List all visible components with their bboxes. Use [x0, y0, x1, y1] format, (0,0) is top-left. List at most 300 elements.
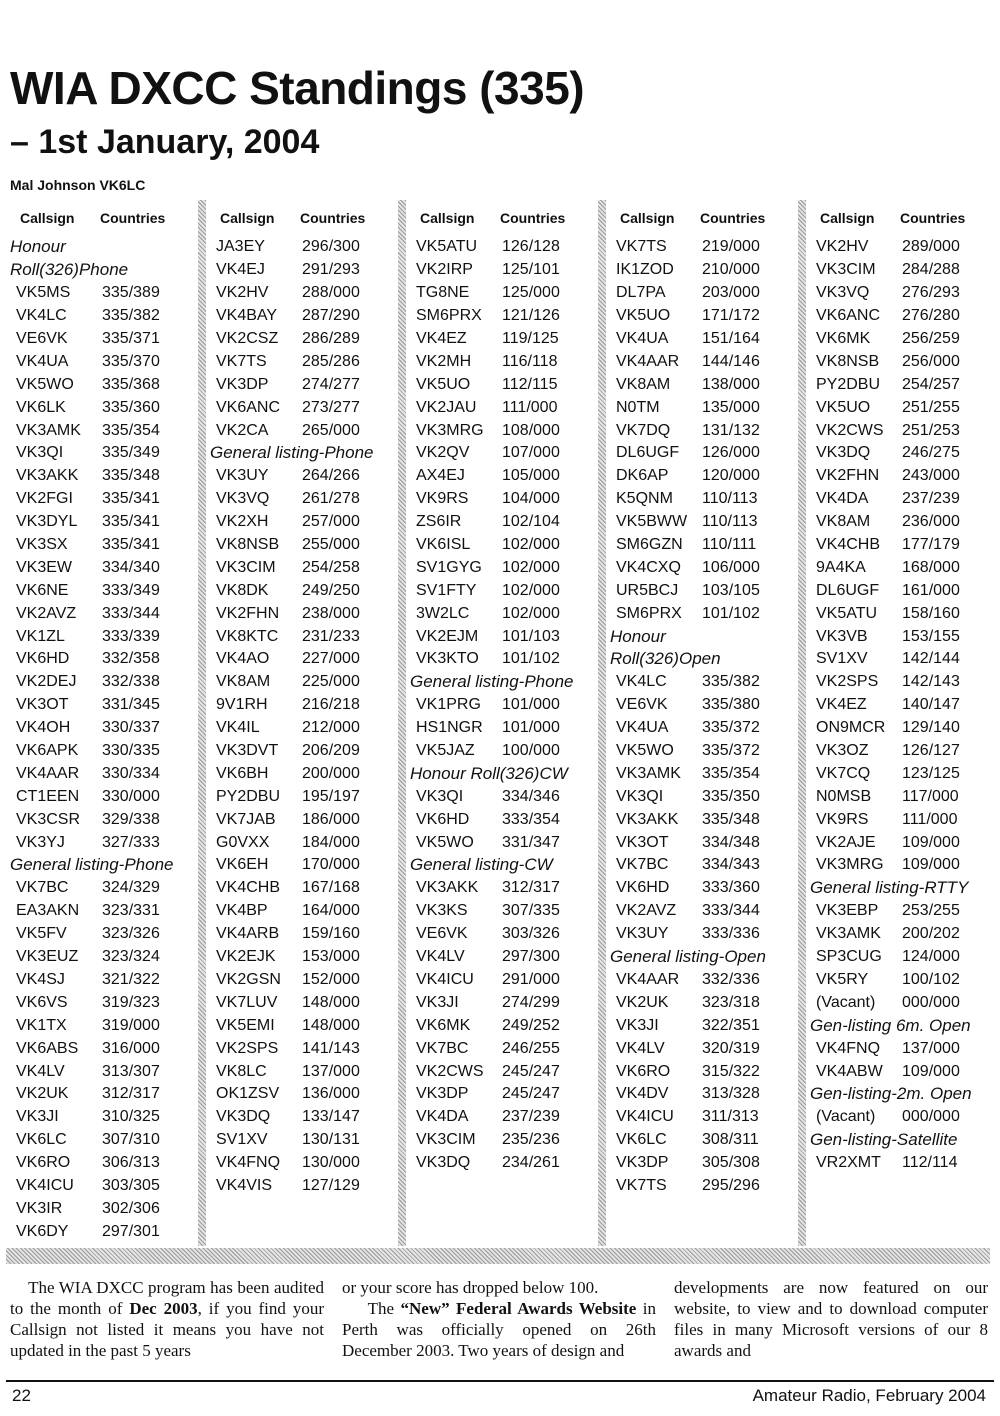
table-row [606, 511, 796, 534]
callsign-cell: SP3CUG [816, 948, 882, 966]
callsign-cell: SV1GYG [416, 558, 482, 576]
countries-cell: 249/252 [502, 1016, 560, 1034]
table-row [206, 511, 396, 534]
callsign-cell: VK5ATU [416, 238, 478, 256]
table-row [606, 1014, 796, 1037]
callsign-cell: VK2QV [416, 444, 470, 462]
table-row [806, 831, 996, 854]
table-row [6, 465, 196, 488]
table-row [806, 717, 996, 740]
callsign-header: Callsign [420, 210, 475, 226]
countries-cell: 148/000 [302, 1016, 360, 1034]
countries-cell: 102/104 [502, 513, 560, 531]
callsign-cell: VK4ARB [216, 925, 280, 943]
countries-cell: 137/000 [902, 1039, 960, 1057]
column-separator [198, 200, 206, 1246]
table-row [606, 556, 796, 579]
callsign-cell: VK4LC [616, 673, 667, 691]
table-row [206, 648, 396, 671]
countries-cell: 313/307 [102, 1062, 160, 1080]
callsign-cell: N0MSB [816, 787, 872, 805]
table-row [206, 396, 396, 419]
callsign-cell: VK2IRP [416, 261, 473, 279]
callsign-cell: 9A4KA [816, 558, 866, 576]
countries-cell: 335/382 [702, 673, 760, 691]
table-row [6, 1083, 196, 1106]
callsign-cell: VK4VIS [216, 1176, 273, 1194]
countries-cell: 331/345 [102, 696, 160, 714]
countries-cell: 311/313 [702, 1108, 759, 1126]
table-row [206, 923, 396, 946]
table-row [6, 373, 196, 396]
callsign-cell: VK5MS [16, 284, 71, 302]
table-row [206, 259, 396, 282]
callsign-cell: VK7TS [616, 238, 667, 256]
countries-cell: 109/000 [902, 856, 960, 874]
table-row [806, 282, 996, 305]
table-row [206, 1037, 396, 1060]
table-row [406, 969, 596, 992]
table-row [606, 259, 796, 282]
callsign-cell: VK2GSN [216, 970, 281, 988]
table-row [206, 1106, 396, 1129]
table-row [806, 465, 996, 488]
countries-cell: 231/233 [302, 627, 360, 645]
countries-cell: 332/338 [102, 673, 160, 691]
page-title: WIA DXCC Standings (335) [10, 62, 585, 114]
countries-cell: 000/000 [902, 1108, 960, 1126]
table-row [806, 556, 996, 579]
callsign-cell: VK5JAZ [416, 742, 475, 760]
countries-cell: 335/360 [102, 398, 160, 416]
callsign-cell: DL7PA [616, 284, 666, 302]
table-row [6, 534, 196, 557]
countries-cell: 237/239 [502, 1108, 560, 1126]
callsign-cell: VK3OT [616, 833, 669, 851]
countries-cell: 159/160 [302, 925, 360, 943]
callsign-cell: VK5WO [616, 742, 674, 760]
countries-cell: 310/325 [102, 1108, 160, 1126]
section-heading: General listing-Phone [10, 855, 174, 875]
table-row [406, 923, 596, 946]
table-row [806, 305, 996, 328]
column-separator [798, 200, 806, 1246]
countries-cell: 100/000 [502, 742, 560, 760]
table-row [606, 717, 796, 740]
countries-cell: 276/280 [902, 307, 960, 325]
countries-cell: 254/258 [302, 558, 360, 576]
callsign-cell: VK3JI [16, 1108, 59, 1126]
table-row [206, 488, 396, 511]
table-row [206, 831, 396, 854]
countries-cell: 144/146 [702, 352, 760, 370]
table-row [406, 602, 596, 625]
callsign-cell: VK3VQ [816, 284, 870, 302]
callsign-cell: VK4LC [16, 307, 67, 325]
callsign-cell: VK3QI [616, 787, 664, 805]
table-row [206, 328, 396, 351]
table-row [806, 1037, 996, 1060]
table-row [6, 556, 196, 579]
table-row [406, 465, 596, 488]
callsign-cell: VK3KTO [416, 650, 479, 668]
column-header [806, 200, 996, 236]
table-row [6, 625, 196, 648]
body-paragraph: The WIA DXCC program has been audited to the month of Dec 2003, if you find your Callsign not listed it means you have not updated in the past 5 years [10, 1278, 325, 1360]
countries-cell: 121/126 [502, 307, 560, 325]
standings-table [6, 200, 996, 1246]
callsign-cell: VK7TS [616, 1176, 667, 1194]
column-header [606, 200, 796, 236]
table-row [406, 1037, 596, 1060]
table-row [606, 419, 796, 442]
table-row [6, 396, 196, 419]
countries-cell: 245/247 [502, 1085, 560, 1103]
table-row [606, 602, 796, 625]
callsign-cell: VK5EMI [216, 1016, 275, 1034]
table-row [806, 923, 996, 946]
callsign-cell: VK6HD [416, 810, 470, 828]
callsign-cell: VK2XH [216, 513, 269, 531]
countries-cell: 333/360 [702, 879, 760, 897]
countries-cell: 125/000 [502, 284, 560, 302]
section-heading: Honour [10, 237, 66, 257]
callsign-cell: VK2AVZ [16, 604, 77, 622]
table-row [806, 648, 996, 671]
table-row [206, 808, 396, 831]
callsign-cell: VK1ZL [16, 627, 65, 645]
table-row [406, 694, 596, 717]
table-row [806, 785, 996, 808]
countries-cell: 177/179 [902, 536, 960, 554]
table-row [6, 671, 196, 694]
countries-cell: 102/000 [502, 558, 560, 576]
table-row [606, 854, 796, 877]
countries-cell: 140/147 [902, 696, 960, 714]
countries-cell: 153/155 [902, 627, 960, 645]
table-row [606, 808, 796, 831]
callsign-cell: TG8NE [416, 284, 470, 302]
countries-cell: 184/000 [302, 833, 360, 851]
table-row [206, 1175, 396, 1198]
callsign-cell: VK3DVT [216, 742, 279, 760]
countries-cell: 110/111 [702, 536, 757, 554]
table-row [406, 877, 596, 900]
table-row [406, 534, 596, 557]
countries-cell: 124/000 [902, 948, 960, 966]
table-row [606, 465, 796, 488]
callsign-cell: VK4EJ [216, 261, 265, 279]
body-column-1 [10, 1277, 324, 1361]
table-row [206, 717, 396, 740]
countries-cell: 284/288 [902, 261, 960, 279]
countries-cell: 276/293 [902, 284, 960, 302]
countries-cell: 112/115 [502, 375, 558, 393]
callsign-cell: VE6VK [16, 330, 68, 347]
countries-cell: 130/000 [302, 1154, 360, 1172]
countries-cell: 335/380 [702, 696, 760, 714]
countries-cell: 330/000 [102, 787, 160, 805]
countries-cell: 161/000 [902, 581, 960, 599]
countries-cell: 265/000 [302, 421, 360, 439]
countries-cell: 256/259 [902, 330, 960, 347]
table-row [606, 1106, 796, 1129]
countries-cell: 312/317 [102, 1085, 160, 1103]
section-heading: General listing-RTTY [810, 878, 969, 898]
table-row [6, 762, 196, 785]
table-row [406, 717, 596, 740]
countries-cell: 334/346 [502, 787, 560, 805]
callsign-cell: VK1PRG [416, 696, 481, 714]
callsign-cell: VK1TX [16, 1016, 67, 1034]
body-paragraph: The “New” Federal Awards Website in Perth was officially opened on 26th December 2003. Two years of design and [342, 1299, 656, 1360]
column-header [206, 200, 396, 236]
callsign-cell: VK4EZ [816, 696, 867, 714]
standings-column [806, 200, 996, 1246]
table-row [406, 556, 596, 579]
callsign-cell: VK4UA [616, 330, 669, 347]
table-row [406, 1129, 596, 1152]
countries-cell: 101/103 [502, 627, 560, 645]
countries-cell: 285/286 [302, 352, 360, 370]
callsign-cell: VK4LV [616, 1039, 665, 1057]
callsign-cell: VK8AM [816, 513, 871, 531]
callsign-header: Callsign [820, 210, 875, 226]
table-row [6, 1175, 196, 1198]
countries-cell: 106/000 [702, 558, 760, 576]
table-row [606, 534, 796, 557]
table-row [206, 1060, 396, 1083]
countries-cell: 110/113 [702, 513, 758, 531]
countries-cell: 335/354 [702, 764, 760, 782]
countries-cell: 203/000 [702, 284, 760, 302]
table-row [406, 831, 596, 854]
table-row [606, 785, 796, 808]
countries-cell: 332/336 [702, 970, 760, 988]
countries-cell: 330/334 [102, 764, 160, 782]
countries-cell: 289/000 [902, 238, 960, 256]
countries-cell: 245/247 [502, 1062, 560, 1080]
callsign-cell: ON9MCR [816, 719, 886, 737]
table-row [806, 350, 996, 373]
countries-cell: 286/289 [302, 330, 360, 347]
callsign-cell: VK2CWS [816, 421, 884, 439]
table-row [6, 991, 196, 1014]
countries-cell: 235/236 [502, 1131, 560, 1149]
callsign-cell: VK6HD [16, 650, 70, 668]
section-heading: Roll(326)Phone [10, 260, 129, 280]
table-row [606, 877, 796, 900]
table-row [206, 1129, 396, 1152]
table-row [206, 969, 396, 992]
table-row [406, 373, 596, 396]
table-row [806, 419, 996, 442]
callsign-cell: VK3AMK [16, 421, 81, 439]
callsign-cell: VK8DK [216, 581, 269, 599]
countries-cell: 316/000 [102, 1039, 160, 1057]
section-heading: Gen-listing-Satellite [810, 1130, 958, 1150]
countries-cell: 170/000 [302, 856, 360, 874]
table-row [206, 305, 396, 328]
callsign-cell: VK2AJE [816, 833, 876, 851]
callsign-cell: VE6VK [416, 925, 468, 943]
countries-cell: 322/351 [702, 1016, 760, 1034]
countries-cell: 256/000 [902, 352, 960, 370]
table-row [806, 946, 996, 969]
callsign-cell: IK1ZOD [616, 261, 674, 279]
table-row [606, 488, 796, 511]
callsign-cell: VK3EBP [816, 902, 879, 920]
countries-cell: 333/354 [502, 810, 560, 828]
countries-cell: 251/255 [902, 398, 960, 416]
table-row [806, 969, 996, 992]
callsign-cell: VK6LC [16, 1131, 67, 1149]
table-row [606, 671, 796, 694]
table-row [806, 488, 996, 511]
callsign-cell: VK6EH [216, 856, 269, 874]
table-row [406, 328, 596, 351]
countries-cell: 255/000 [302, 536, 360, 554]
table-row [406, 282, 596, 305]
table-row [806, 1106, 996, 1129]
table-row [606, 396, 796, 419]
callsign-cell: SV1XV [816, 650, 868, 668]
table-row [606, 1083, 796, 1106]
table-row [806, 900, 996, 923]
countries-cell: 236/000 [902, 513, 960, 531]
callsign-cell: VK7TS [216, 352, 267, 370]
callsign-cell: HS1NGR [416, 719, 483, 737]
callsign-cell: VK2JAU [416, 398, 477, 416]
table-row [206, 373, 396, 396]
countries-cell: 333/344 [102, 604, 160, 622]
callsign-cell: VK6VS [16, 993, 68, 1011]
callsign-cell: VK4ICU [416, 970, 474, 988]
table-row [606, 1060, 796, 1083]
table-row [206, 534, 396, 557]
callsign-cell: VK2CWS [416, 1062, 484, 1080]
callsign-cell: VK6MK [416, 1016, 471, 1034]
callsign-cell: VK2FHN [816, 467, 880, 485]
countries-cell: 303/326 [502, 925, 560, 943]
callsign-cell: VK2AVZ [616, 902, 677, 920]
standings-column [606, 200, 796, 1246]
countries-cell: 136/000 [302, 1085, 360, 1103]
countries-cell: 111/000 [902, 810, 958, 828]
countries-cell: 101/102 [702, 604, 760, 622]
countries-cell: 105/000 [502, 467, 560, 485]
callsign-cell: VK4ICU [616, 1108, 674, 1126]
table-row [206, 740, 396, 763]
countries-cell: 141/143 [302, 1039, 360, 1057]
table-row [606, 282, 796, 305]
table-row [406, 259, 596, 282]
countries-cell: 112/114 [902, 1154, 958, 1172]
countries-cell: 327/333 [102, 833, 160, 851]
table-row [6, 350, 196, 373]
body-paragraph: developments are now featured on our website, to view and to download computer files in many Microsoft versions of our 8 awards and [674, 1278, 988, 1360]
table-row [406, 579, 596, 602]
table-row [6, 831, 196, 854]
publication-info: Amateur Radio, February 2004 [752, 1386, 986, 1405]
callsign-cell: VK2UK [616, 993, 669, 1011]
callsign-cell: VK4BP [216, 902, 268, 920]
table-row [206, 236, 396, 259]
callsign-cell: VK3MRG [816, 856, 884, 874]
table-row [6, 1060, 196, 1083]
countries-cell: 120/000 [702, 467, 760, 485]
countries-cell: 330/335 [102, 742, 160, 760]
table-row [206, 694, 396, 717]
table-row [6, 1197, 196, 1220]
callsign-cell: VK3DQ [416, 1154, 471, 1172]
callsign-cell: (Vacant) [816, 993, 876, 1011]
column-separator [398, 200, 406, 1246]
callsign-cell: VK5RY [816, 970, 869, 988]
countries-cell: 151/164 [702, 330, 760, 347]
callsign-cell: VK6DY [16, 1222, 69, 1240]
callsign-cell: SM6GZN [616, 536, 683, 554]
callsign-cell: VK3AKK [416, 879, 479, 897]
callsign-cell: VK3OZ [816, 742, 869, 760]
callsign-cell: DK6AP [616, 467, 669, 485]
callsign-cell: VK4IL [216, 719, 260, 737]
callsign-cell: VK7BC [416, 1039, 469, 1057]
countries-cell: 200/000 [302, 764, 360, 782]
callsign-cell: VK9RS [816, 810, 869, 828]
countries-cell: 216/218 [302, 696, 360, 714]
countries-cell: 186/000 [302, 810, 360, 828]
callsign-cell: VK6RO [616, 1062, 671, 1080]
countries-cell: 101/000 [502, 719, 560, 737]
standings-column [6, 200, 196, 1246]
countries-cell: 335/372 [702, 719, 760, 737]
countries-cell: 101/000 [502, 696, 560, 714]
table-row [6, 282, 196, 305]
callsign-cell: VK3KS [416, 902, 468, 920]
table-row [806, 328, 996, 351]
callsign-cell: VK5UO [816, 398, 871, 416]
callsign-cell: VK3AMK [616, 764, 681, 782]
callsign-cell: ZS6IR [416, 513, 462, 531]
table-row [806, 511, 996, 534]
callsign-cell: VK4AAR [616, 970, 680, 988]
callsign-cell: VK3UY [616, 925, 669, 943]
table-row [606, 991, 796, 1014]
callsign-cell: VK4AO [216, 650, 270, 668]
callsign-cell: VK3QI [416, 787, 464, 805]
countries-cell: 335/341 [102, 490, 160, 508]
table-row [206, 877, 396, 900]
callsign-cell: VK4ICU [16, 1176, 74, 1194]
countries-cell: 303/305 [102, 1176, 160, 1194]
countries-cell: 335/348 [102, 467, 160, 485]
callsign-cell: (Vacant) [816, 1108, 876, 1126]
countries-header: Countries [300, 210, 366, 226]
countries-cell: 234/261 [502, 1154, 560, 1172]
countries-cell: 333/349 [102, 581, 160, 599]
callsign-cell: VK4CHB [216, 879, 281, 897]
table-row [6, 328, 196, 351]
countries-cell: 123/125 [902, 764, 960, 782]
callsign-cell: VK3SX [16, 536, 68, 554]
table-row [806, 602, 996, 625]
countries-cell: 243/000 [902, 467, 960, 485]
countries-cell: 335/371 [102, 330, 160, 347]
countries-cell: 321/322 [102, 970, 160, 988]
countries-cell: 246/255 [502, 1039, 560, 1057]
table-row [406, 305, 596, 328]
